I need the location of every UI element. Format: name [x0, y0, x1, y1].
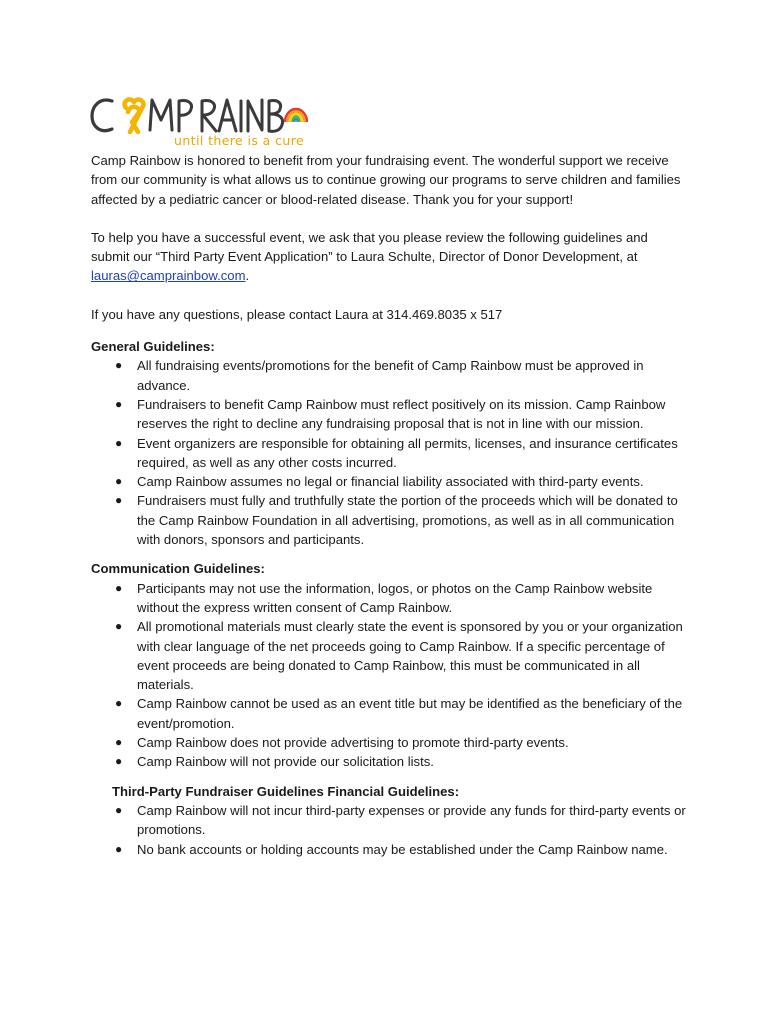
- intro-paragraph: Camp Rainbow is honored to benefit from your fundraising event. The wonderful support we receive from our community is what allows us to continue growing our programs to serve children and families affected by a pediatric cancer or blood-related disease. Thank you for your support!: [91, 153, 681, 207]
- list-item-text: Event organizers are responsible for obtaining all permits, licenses, and insurance certificates required, as well as any other costs incurred.: [137, 435, 678, 470]
- list-item: [91, 472, 687, 491]
- document-body: [91, 151, 687, 869]
- list-item: [91, 579, 687, 618]
- help-end: .: [245, 268, 250, 284]
- bullet-icon: ●: [115, 754, 123, 769]
- list-item: [91, 733, 687, 752]
- bullet-icon: ●: [115, 396, 123, 411]
- communication-guidelines-list: [91, 579, 687, 772]
- financial-guidelines-heading: Third-Party Fundraiser Guidelines Financial Guidelines:: [112, 783, 460, 799]
- contact-paragraph: If you have any questions, please contact Laura at 314.469.8035 x 517: [91, 306, 503, 322]
- general-guidelines-heading: General Guidelines:: [91, 339, 215, 355]
- bullet-icon: ●: [115, 696, 123, 711]
- list-item: [91, 801, 687, 840]
- list-item-text: Camp Rainbow will not provide our solicitation lists.: [137, 754, 434, 770]
- list-item: [91, 694, 687, 733]
- camp-rainbow-logo: [90, 92, 310, 150]
- bullet-icon: ●: [115, 474, 123, 489]
- bullet-icon: ●: [115, 802, 123, 817]
- rainbow-icon: [285, 109, 307, 122]
- camp-rainbow-logo-graphic: [90, 92, 310, 150]
- bullet-icon: ●: [115, 358, 123, 373]
- list-item-text: Fundraisers must fully and truthfully state the portion of the proceeds which will be donated to the Camp Rainbow Foundation in all advertising, promotions, as well as in all communication with donors, sponsors and participants.: [137, 493, 678, 548]
- help-text: To help you have a successful event, we ask that you please review the following guidelines and submit our “Third Party Event Application” to Laura Schulte, Director of Donor Development, at: [91, 229, 648, 265]
- logo-tagline: until there is a cure: [174, 133, 305, 148]
- email-link[interactable]: lauras@camprainbow.com: [91, 268, 246, 284]
- ribbon-icon: [125, 100, 144, 132]
- list-item-text: Camp Rainbow assumes no legal or financial liability associated with third-party events.: [137, 474, 644, 490]
- list-item: [91, 395, 687, 434]
- bullet-icon: ●: [115, 735, 123, 750]
- list-item: [91, 356, 687, 395]
- communication-guidelines-heading: Communication Guidelines:: [91, 561, 265, 577]
- list-item-text: Fundraisers to benefit Camp Rainbow must reflect positively on its mission. Camp Rainbow reserves the right to decline any fundraising proposal that is not in line with our mission.: [137, 396, 666, 432]
- list-item-text: No bank accounts or holding accounts may be established under the Camp Rainbow name.: [137, 841, 668, 857]
- list-item-text: Camp Rainbow does not provide advertising to promote third-party events.: [137, 735, 569, 751]
- list-item: [91, 434, 687, 473]
- list-item-text: Participants may not use the information, logos, or photos on the Camp Rainbow website without the express written consent of Camp Rainbow.: [137, 580, 653, 615]
- list-item-text: All promotional materials must clearly state the event is sponsored by you or your organization with clear language of the net proceeds going to Camp Rainbow. If a specific percentage of event proceeds are being donated to Camp Rainbow, this must be communicated in all materials.: [137, 619, 683, 693]
- list-item-text: All fundraising events/promotions for the benefit of Camp Rainbow must be approved in advance.: [137, 358, 644, 393]
- general-guidelines-list: [91, 356, 687, 549]
- financial-guidelines-list: [91, 801, 687, 859]
- bullet-icon: ●: [115, 580, 123, 595]
- bullet-icon: ●: [115, 435, 123, 450]
- list-item: [91, 491, 687, 549]
- list-item-text: Camp Rainbow cannot be used as an event title but may be identified as the beneficiary of the event/promotion.: [137, 696, 683, 731]
- bullet-icon: ●: [115, 841, 123, 856]
- bullet-icon: ●: [115, 619, 123, 634]
- list-item: [91, 752, 687, 771]
- list-item-text: Camp Rainbow will not incur third-party expenses or provide any funds for third-party events or promotions.: [137, 802, 686, 838]
- help-paragraph: [91, 228, 687, 286]
- bullet-icon: ●: [115, 493, 123, 508]
- list-item: [91, 840, 687, 859]
- list-item: [91, 617, 687, 694]
